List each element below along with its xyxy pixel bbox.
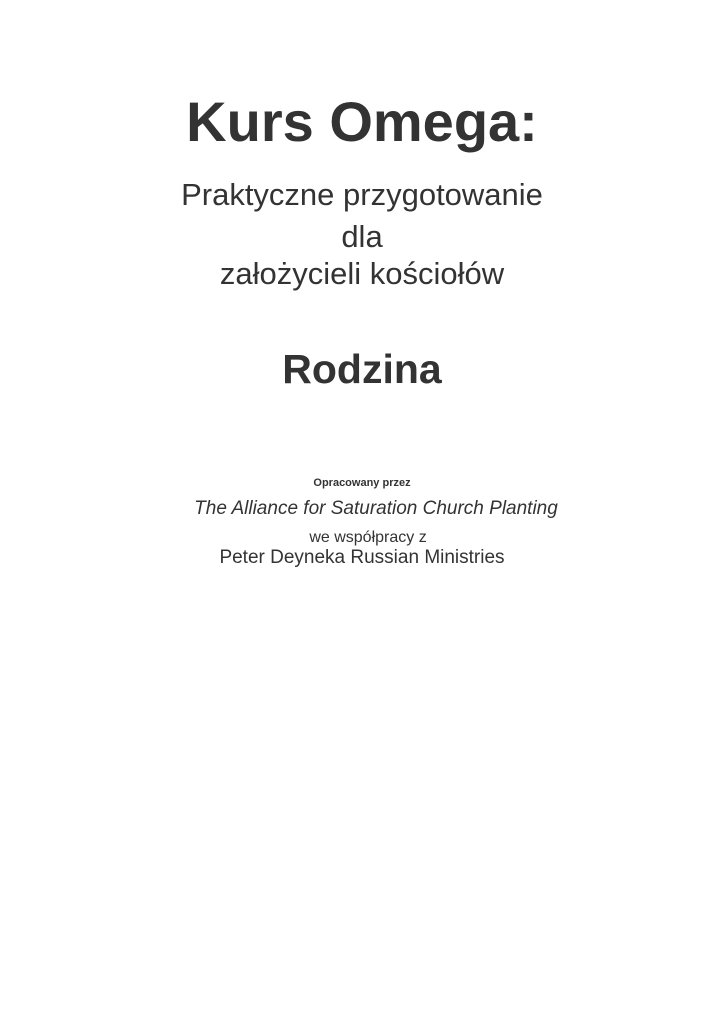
partner-name: Peter Deyneka Russian Ministries <box>219 547 505 568</box>
organization-name: The Alliance for Saturation Church Planting <box>194 498 558 519</box>
subtitle-line-2: dla <box>341 219 383 254</box>
topic-heading: Rodzina <box>282 346 442 392</box>
prepared-by-label: Opracowany przez <box>313 477 411 489</box>
document-title: Kurs Omega: <box>186 90 538 153</box>
subtitle-line-3: założycieli kościołów <box>219 256 505 291</box>
cooperation-label: we współpracy z <box>309 529 427 546</box>
subtitle-line-1: Praktyczne przygotowanie <box>181 177 543 212</box>
